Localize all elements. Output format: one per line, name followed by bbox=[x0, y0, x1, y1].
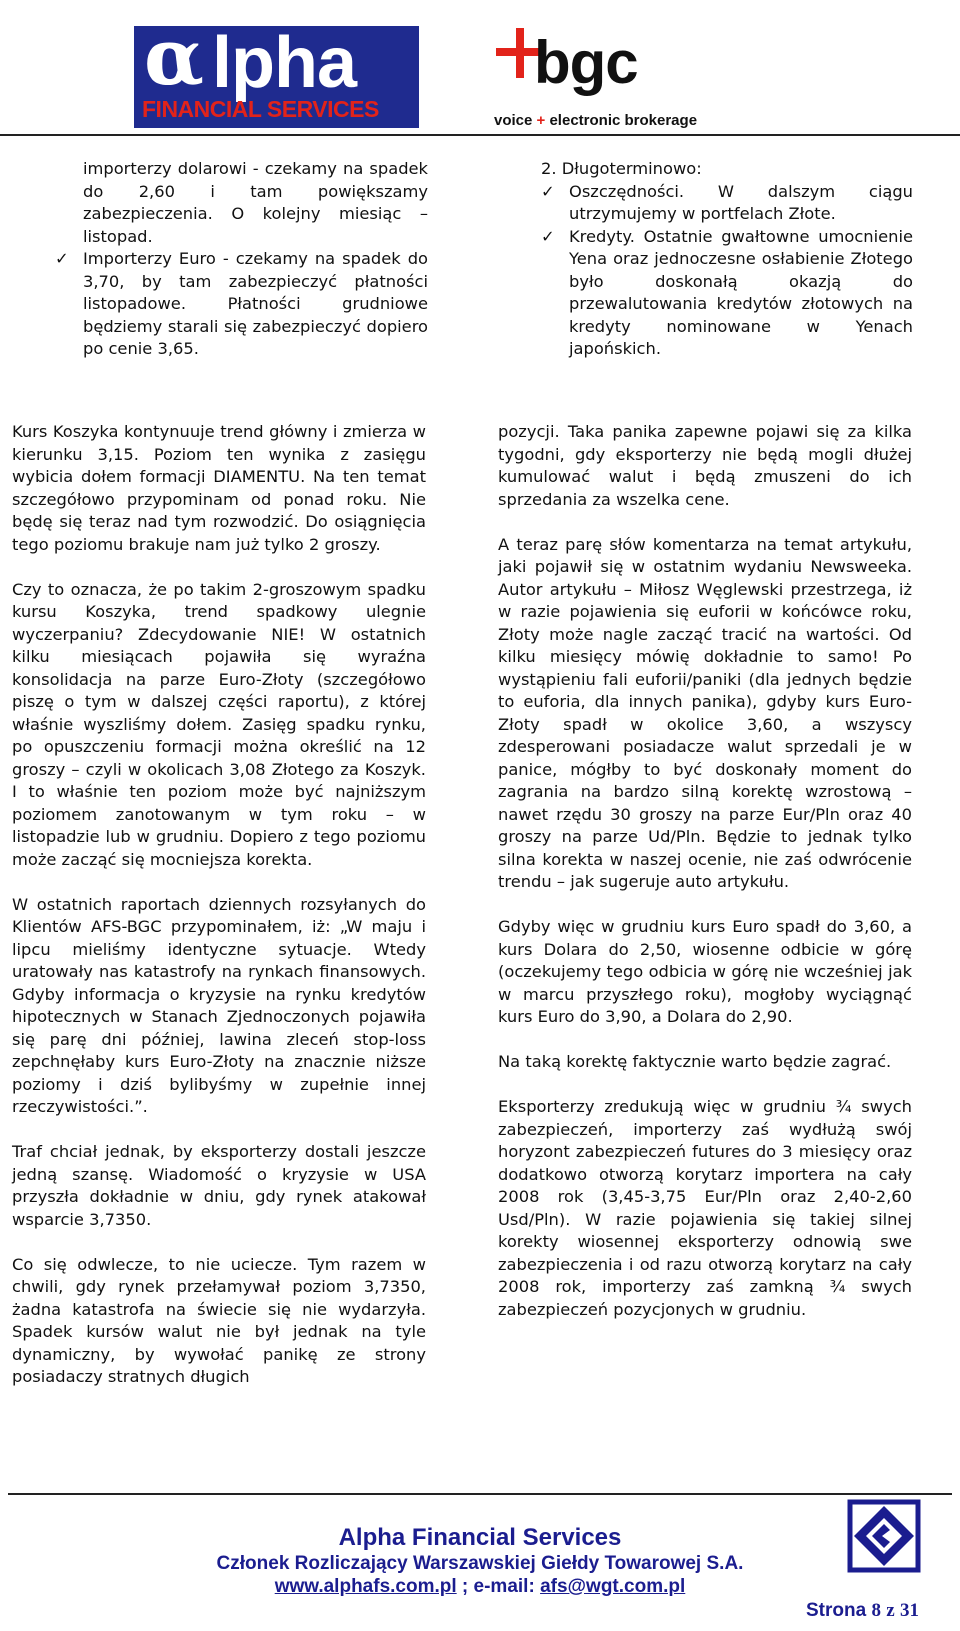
paragraph: Na taką korektę faktycznie warto będzie zagrać. bbox=[498, 1052, 892, 1071]
bgc-logo-word: bgc bbox=[534, 29, 638, 96]
top-left-column bbox=[55, 158, 428, 361]
alpha-logo-subtitle: FINANCIAL SERVICES bbox=[142, 96, 379, 122]
header-divider bbox=[0, 134, 960, 136]
email-link[interactable]: afs@wgt.com.pl bbox=[540, 1576, 686, 1597]
page-current: 8 bbox=[871, 1600, 881, 1621]
paragraph: Traf chciał jednak, by eksporterzy dostali jeszcze jedną szansę. Wiadomość o kryzysie w USA przyszła dokładnie w dniu, gdy rynek atakował wsparcie 3,7350. bbox=[12, 1142, 426, 1229]
footer-divider bbox=[8, 1493, 952, 1495]
footer-title: Alpha Financial Services bbox=[338, 1524, 622, 1551]
wgt-emblem-icon bbox=[846, 1498, 922, 1574]
footer-subtitle: Członek Rozliczający Warszawskiej Giełdy Towarowej S.A. bbox=[216, 1553, 744, 1574]
paragraph: Kurs Koszyka kontynuuje trend główny i zmierza w kierunku 3,15. Poziom ten wynika z zasięgu wybicia dołem formacji DIAMENTU. Na ten temat szczegółowo przypominam od ponad roku. Nie będę się teraz nad tym rozwodzić. Do osiągnięcia tego poziomu brakuje nam już tylko 2 groszy. bbox=[12, 422, 426, 554]
page-total: 31 bbox=[899, 1600, 919, 1621]
checkmark-icon: ✓ bbox=[541, 226, 555, 246]
bgc-tagline bbox=[494, 112, 697, 129]
contact-separator: ; e-mail: bbox=[456, 1576, 541, 1597]
list-item-text: Oszczędności. W dalszym ciągu utrzymujemy w portfelach Złote. bbox=[569, 181, 913, 223]
top-left-intro: importerzy dolarowi - czekamy na spadek do 2,60 i tam powiększamy zabezpieczenia. O kolejny miesiąc – listopad. bbox=[83, 159, 428, 246]
alpha-logo-word: lpha bbox=[212, 26, 357, 103]
paragraph: pozycji. Taka panika zapewne pojawi się za kilka tygodni, gdy eksporterzy nie będą mogli dłużej kumulować walut i będą zmuszeni do ich sprzedania za wszelka cene. bbox=[498, 422, 912, 509]
page-of: z bbox=[886, 1600, 895, 1621]
list-item bbox=[541, 181, 913, 226]
bgc-logo bbox=[490, 24, 710, 132]
paragraph: A teraz parę słów komentarza na temat artykułu, jaki pojawił się w ostatnim wydaniu Newsweeka. Autor artykułu – Miłosz Węglewski przestrzega, iż w razie pojawienia się euforii w końcówce roku, Złoty może nagle zacząć tracić na wartości. Od kilku miesięcy mówię dokładnie to samo! Po wystąpieniu fali euforii/paniki (dla jednych będzie to euforia, dla innych panika), gdyby kurs Euro-Złoty spadł w okolice 3,60, a wszyscy zdesperowani posiadacze walut sprzedali je w panice, mógłby to być doskonały moment do zagrania na bardzo silną korektę wzrostową – nawet rzędu 30 groszy na parze Eur/Pln oraz 40 groszy na parze Ud/Pln. Będzie to jednak tylko silna korekta w naszej ocenie, nie zaś odwrócenie trendu – jak sugeruje auto artykułu. bbox=[498, 534, 912, 891]
page-label: Strona bbox=[806, 1600, 867, 1621]
paragraph: Eksporterzy zredukują więc w grudniu ¾ swych zabezpieczeń, importerzy zaś wydłużą swój horyzont zabezpieczeń futures do 3 miesięcy oraz dodatkowo otworzą korytarz importera na cały 2008 rok (3,45-3,75 Eur/Pln oraz 2,40-2,60 Usd/Pln). W razie pojawienia się takiej silnej korekty wiosennej eksporterzy odnowią swe zabezpieczenia i od razu otworzą korytarz na cały 2008 rok, importerzy zaś zamkną ¾ swych zabezpieczeń pozycjonych w grudniu. bbox=[498, 1097, 912, 1319]
main-left-column bbox=[12, 421, 426, 1389]
long-term-heading: 2. Długoterminowo: bbox=[541, 159, 702, 178]
top-left-list bbox=[55, 248, 428, 361]
top-right-column bbox=[541, 158, 913, 361]
bgc-tagline-voice: voice bbox=[494, 112, 533, 129]
top-right-list bbox=[541, 181, 913, 361]
paragraph: Co się odwlecze, to nie uciecze. Tym razem w chwili, gdy rynek przełamywał poziom 3,7350, żadna katastrofa na świecie się nie wydarzyła. Spadek kursów walut nie był jednak na tyle dynamiczny, by wywołać panikę ze strony posiadaczy stratnych długich bbox=[12, 1254, 426, 1386]
paragraph: W ostatnich raportach dziennych rozsyłanych do Klientów AFS-BGC przypominałem, iż: „W maju i lipcu mieliśmy identyczne sytuacje. Wtedy uratowały nas katastrofy na rynkach finansowych. Gdyby informacja o kryzysie na rynku kredytów hipotecznych w Stanach Zjednoczonych pojawiła się parę dni później, lawina zleceń stop-loss zepchnęłaby kurs Euro-Złoty na znacznie niższe poziomy i dziś bylibyśmy w zupełnie innej rzeczywistości.”. bbox=[12, 894, 426, 1116]
bgc-tagline-plus: + bbox=[536, 112, 546, 129]
checkmark-icon: ✓ bbox=[541, 181, 555, 201]
list-item bbox=[55, 248, 428, 361]
list-item-text: Importerzy Euro - czekamy na spadek do 3,70, by tam zabezpieczyć płatności listopadowe. Płatności grudniowe będziemy starali się zabezpieczyć dopiero po cenie 3,65. bbox=[83, 249, 428, 358]
footer-contact bbox=[0, 1576, 960, 1598]
alpha-logo bbox=[134, 26, 419, 128]
bgc-tagline-brokerage: electronic brokerage bbox=[549, 112, 698, 129]
list-item bbox=[541, 226, 913, 361]
main-right-column bbox=[498, 421, 912, 1321]
paragraph: Gdyby więc w grudniu kurs Euro spadł do 3,60, a kurs Dolara do 2,50, wiosenne odbicie w górę (oczekujemy tego odbicia w górę nie wcześniej jak w marcu przyszłego roku), mogłoby wyciągnąć kurs Euro do 3,90, a Dolara do 2,90. bbox=[498, 917, 912, 1026]
page-number bbox=[806, 1600, 919, 1622]
website-link[interactable]: www.alphafs.com.pl bbox=[274, 1576, 457, 1597]
list-item-text: Kredyty. Ostatnie gwałtowne umocnienie Yena oraz jednoczesne osłabienie Złotego było doskonałą okazją do przewalutowania kredytów złotowych na kredyty nominowane w Yenach japońskich. bbox=[569, 226, 913, 358]
checkmark-icon: ✓ bbox=[55, 249, 69, 268]
alpha-logo-mark: α bbox=[144, 26, 205, 103]
paragraph: Czy to oznacza, że po takim 2-groszowym spadku kursu Koszyka, trend spadkowy ulegnie wyczerpaniu? Zdecydowanie NIE! W ostatnich kilku miesiącach pojawiła się wyraźna konsolidacja na parze Euro-Złoty (szczegółowo piszę o tym w dalszej części raportu), z której właśnie wyszliśmy dołem. Zasięg spadku rynku, po opuszczeniu formacji można określić na 12 groszy – czyli w okolicach 3,08 Złotego za Koszyk. I to właśnie ten poziom może być najniższym poziomem zanotowanym w tym roku – w listopadzie lub w grudniu. Dopiero z tego poziomu może zacząć się mocniejsza korekta. bbox=[12, 579, 426, 869]
